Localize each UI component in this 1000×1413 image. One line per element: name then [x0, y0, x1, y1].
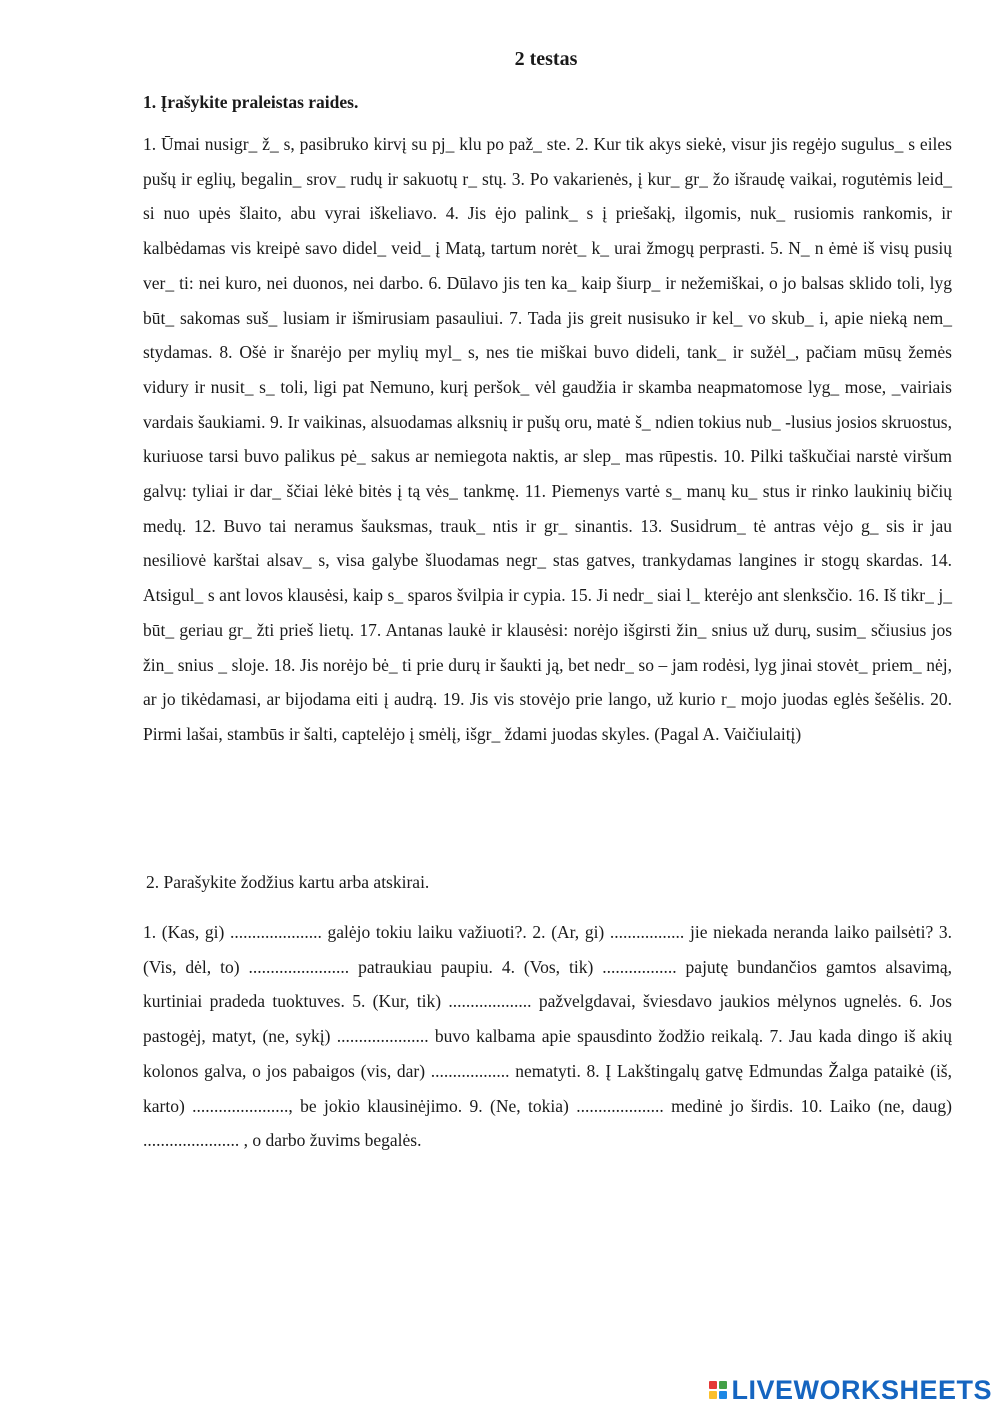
- logo-text: LIVEWORKSHEETS: [731, 1374, 992, 1405]
- section1-heading: 1. Įrašykite praleistas raides.: [143, 92, 359, 112]
- worksheet-title: 2 testas: [514, 48, 578, 70]
- section2-exercise-text: 1. (Kas, gi) ..................... galėjo tokiu laiku važiuoti?. 2. (Ar, gi) ................. jie niekada neranda laiko pailsėti? 3. (Vis, dėl, to) ....................... patraukiau paupiu. 4. (Vos, tik) ................. pajutę bundančios gamtos alsavimą, kurtiniai pradeda tuoktuves. 5. (Kur, tik) ................... pažvelgdavai, šviesdavo jaukios mėlynos ugnelės. 6. Jos pastogėj, matyt, (ne, sykį) ..................... buvo kalbama apie spausdinto žodžio reikalą. 7. Jau kada dingo iš akių kolonos galva, o jos pabaigos (vis, dar) .................. nematyti. 8. Į Lakštingalų gatvę Edmundas Žalga pataikė (iš, karto) ......................, be jokio klausinėjimo. 9. (Ne, tokia) .................... medinė jo širdis. 10. Laiko (ne, daug) ...................... , o darbo žuvims begalės.: [143, 922, 952, 1151]
- section1-exercise-text: 1. Ūmai nusigr_ ž_ s, pasibruko kirvį su pj_ klu po paž_ ste. 2. Kur tik akys siekė, visur jis regėjo sugulus_ s eiles pušų ir eglių, begalin_ srov_ rudų ir sakuotų r_ stų. 3. Po vakarienės, į kur_ gr_ žo išraudę vaikai, rogutėmis leid_ si nuo upės šlaito, abu vyrai iškeliavo. 4. Jis ėjo palink_ s į priešakį, ilgomis, nuk_ rusiomis rankomis, ir kalbėdamas vis kreipė savo didel_ veid_ į Matą, tartum norėt_ k_ urai žmogų perprasti. 5. N_ n ėmė iš visų pusių ver_ ti: nei kuro, nei duonos, nei darbo. 6. Dūlavo jis ten ka_ kaip šiurp_ ir nežemiškai, o jo balsas sklido toli, lyg būt_ sakomas suš_ lusiam ir išmirusiam pasauliui. 7. Tada jis greit nusisuko ir kel_ vo skub_ i, apie nieką nem_ stydamas. 8. Ošė ir šnarėjo per mylių myl_ s, nes tie miškai buvo dideli, tank_ ir sužėl_, pačiam mūsų žemės vidury ir nusit_ s_ toli, ligi pat Nemuno, kurį peršok_ vėl gaudžia ir skamba neapmatomose lyg_ mose, _vairiais vardais šaukiami. 9. Ir vaikinas, alsuodamas alksnių ir pušų oru, matė š_ ndien tokius nub_ -lusius josios skruostus, kuriuose tarsi buvo palikus pė_ sakus ar nemiegota naktis, ar slep_ mas rūpestis. 10. Pilki taškučiai narstė viršum galvų: tyliai ir dar_ ščiai lėkė bitės į tą vės_ tankmę. 11. Piemenys vartė s_ manų ku_ stus ir rinko laukinių bičių medų. 12. Buvo tai neramus šauksmas, trauk_ ntis ir gr_ sinantis. 13. Susidrum_ tė antras vėjo g_ sis ir jau nesiliovė karštai alsav_ s, visa galybe šluodamas negr_ stas gatves, trankydamas langines ir stogų skardas. 14. Atsigul_ s ant lovos klausėsi, kaip s_ sparos švilpia ir cypia. 15. Ji nedr_ siai l_ kterėjo ant slenksčio. 16. Iš tikr_ j_ būt_ geriau gr_ žti prieš lietų. 17. Antanas laukė ir klausėsi: norėjo išgirsti žin_ snius už durų, susim_ sčiusius jos žin_ snius _ sloje. 18. Jis norėjo bė_ ti prie durų ir šaukti ją, bet nedr_ so – jam rodėsi, lyg jinai stovėt_ priem_ nėj, ar jo tikėdamasi, ar bijodama eiti į audrą. 19. Jis vis stovėjo prie lango, už kurio r_ mojo juodas eglės šešėlis. 20. Pirmi lašai, stambūs ir šalti, captelėjo į smėlį, išgr_ ždami juodas skyles. (Pagal A. Vaičiulaitį): [143, 134, 952, 744]
- liveworksheets-logo: [709, 1373, 992, 1407]
- logo-squares-icon: [709, 1381, 727, 1399]
- section2-heading: 2. Parašykite žodžius kartu arba atskirai.: [146, 872, 430, 892]
